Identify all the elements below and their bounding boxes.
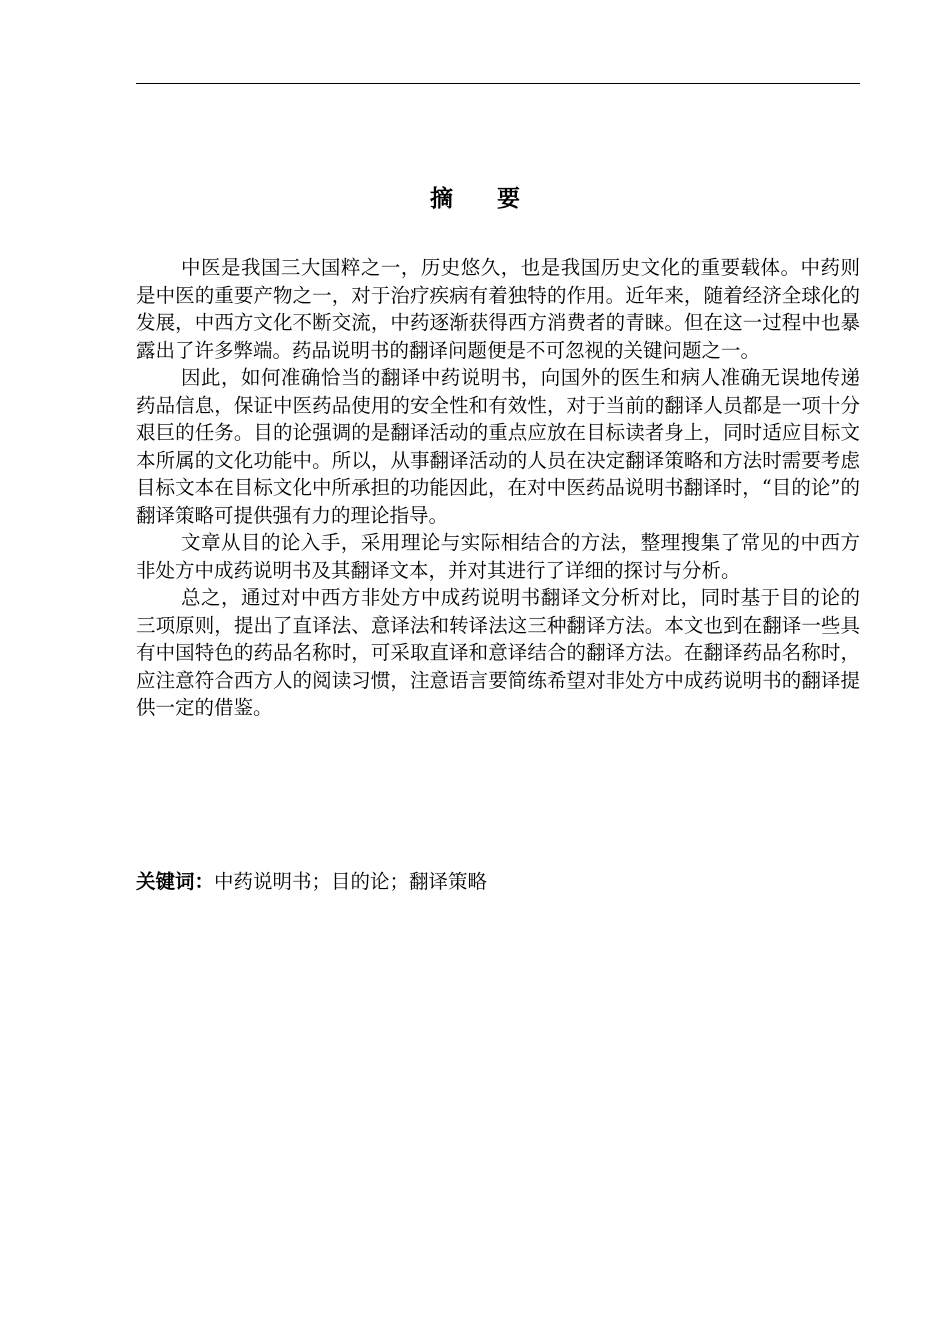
keywords-label: 关键词： [136,870,215,893]
header-rule [136,83,860,84]
keywords-line [136,868,860,896]
abstract-paragraph: 文章从目的论入手，采用理论与实际相结合的方法，整理搜集了常见的中西方非处方中成药说明书及其翻译文本，并对其进行了详细的探讨与分析。 [136,531,860,582]
abstract-title: 摘要 [430,186,564,212]
abstract-paragraph: 中医是我国三大国粹之一，历史悠久，也是我国历史文化的重要载体。中药则是中医的重要产物之一，对于治疗疾病有着独特的作用。近年来，随着经济全球化的发展，中西方文化不断交流，中药逐渐获得西方消费者的青睐。但在这一过程中也暴露出了许多弊端。药品说明书的翻译问题便是不可忽视的关键问题之一。 [136,256,860,362]
abstract-paragraph: 总之，通过对中西方非处方中成药说明书翻译文分析对比，同时基于目的论的三项原则，提出了直译法、意译法和转译法这三种翻译方法。本文也到在翻译一些具有中国特色的药品名称时，可采取直译和意译结合的翻译方法。在翻译药品名称时，应注意符合西方人的阅读习惯，注意语言要简练希望对非处方中成药说明书的翻译提供一定的借鉴。 [136,586,860,719]
keywords-value: 中药说明书；目的论；翻译策略 [214,870,488,893]
abstract-body [136,254,860,722]
abstract-paragraph: 因此，如何准确恰当的翻译中药说明书，向国外的医生和病人准确无误地传递药品信息，保证中医药品使用的安全性和有效性，对于当前的翻译人员都是一项十分艰巨的任务。目的论强调的是翻译活动的重点应放在目标读者身上，同时适应目标文本所属的文化功能中。所以，从事翻译活动的人员在决定翻译策略和方法时需要考虑目标文本在目标文化中所承担的功能因此，在对中医药品说明书翻译时，“目的论”的翻译策略可提供强有力的理论指导。 [136,366,860,527]
